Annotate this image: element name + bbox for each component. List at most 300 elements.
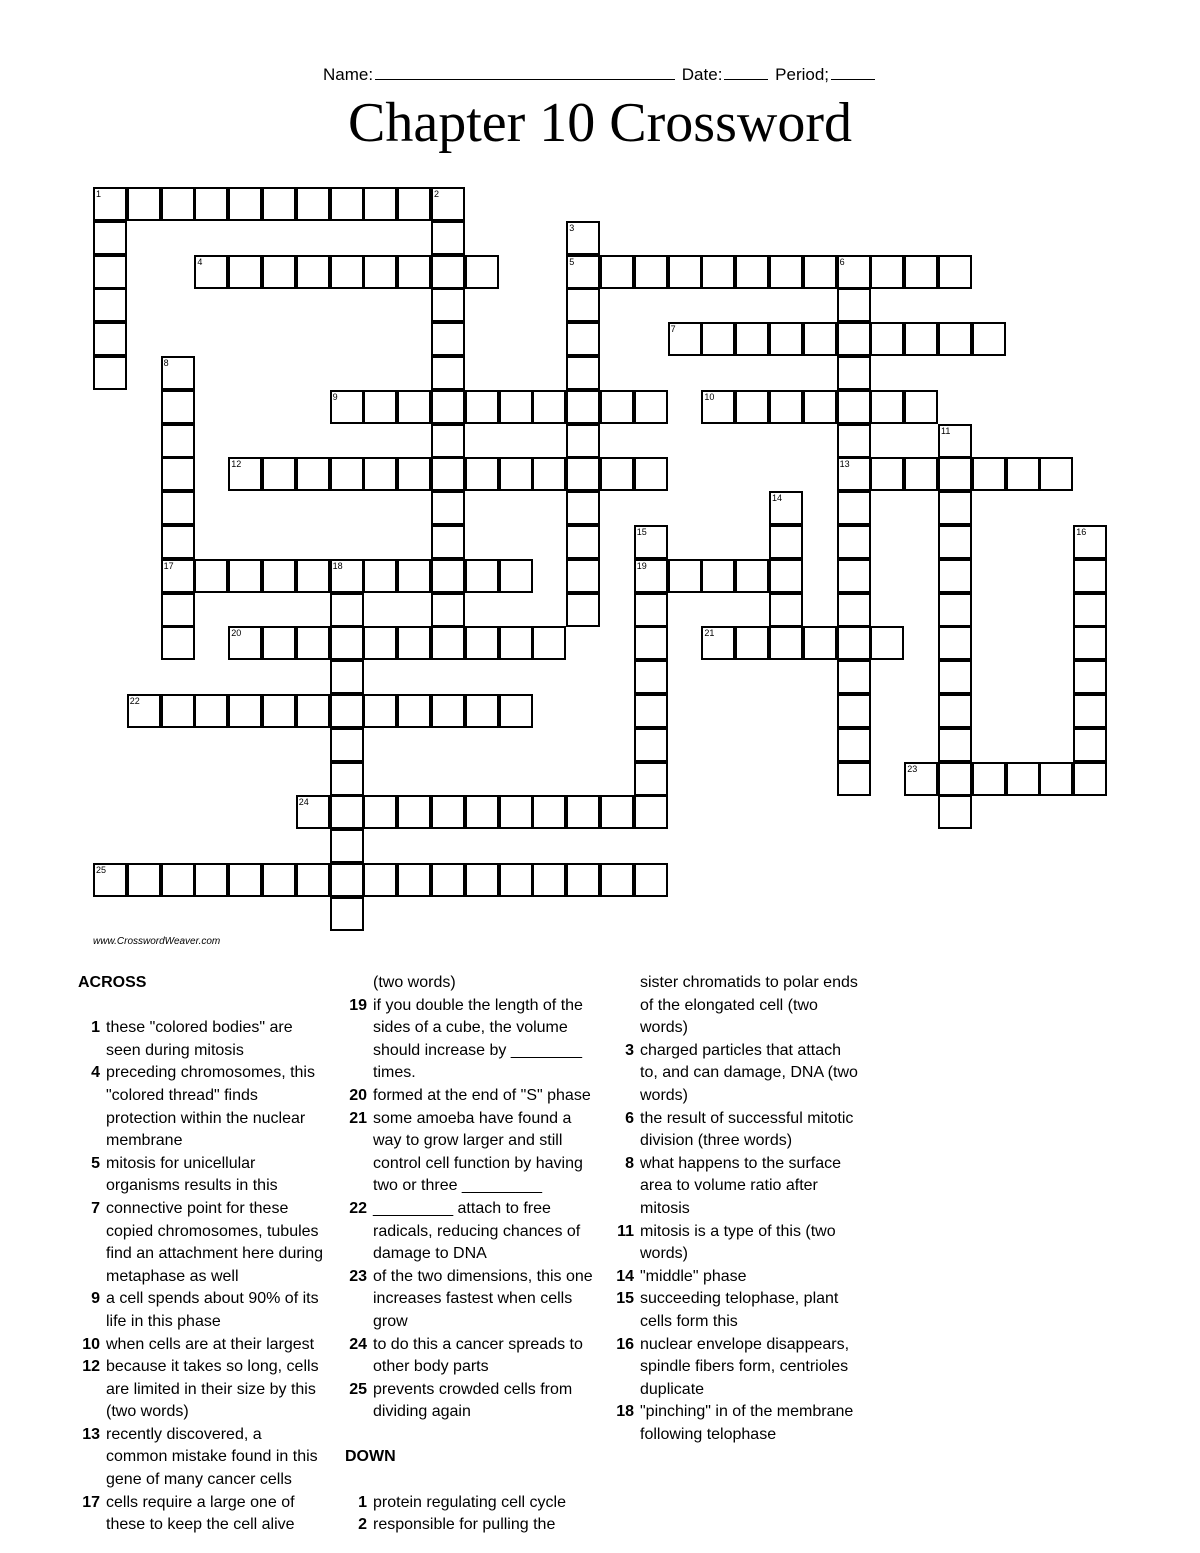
clue-text: recently discovered, a common mistake found in this gene of many cancer cells bbox=[106, 1425, 318, 1489]
clue-number: 7 bbox=[91, 1199, 100, 1217]
grid-cell[interactable] bbox=[566, 863, 600, 897]
grid-cell[interactable] bbox=[262, 187, 296, 221]
across-clue bbox=[78, 1017, 326, 1062]
grid-cell[interactable] bbox=[465, 626, 499, 660]
clue-number: 1 bbox=[358, 1493, 367, 1511]
grid-cell[interactable] bbox=[668, 559, 702, 593]
grid-cell[interactable] bbox=[228, 863, 262, 897]
clue-text: cells require a large one of these to keep the cell alive bbox=[106, 1493, 295, 1534]
grid-cell[interactable] bbox=[566, 390, 600, 424]
grid-cell[interactable] bbox=[938, 795, 972, 829]
grid-cell[interactable] bbox=[634, 694, 668, 728]
across-clue-continued bbox=[345, 972, 593, 995]
cell-number: 2 bbox=[434, 189, 440, 199]
grid-cell[interactable] bbox=[397, 795, 431, 829]
down-clue bbox=[612, 1108, 860, 1153]
grid-cell[interactable] bbox=[330, 829, 364, 863]
grid-cell[interactable] bbox=[363, 795, 397, 829]
grid-cell[interactable] bbox=[363, 255, 397, 289]
grid-cell[interactable] bbox=[228, 187, 262, 221]
clue-text: of the two dimensions, this one increases fastest when cells grow bbox=[373, 1267, 593, 1330]
cell-number: 16 bbox=[1076, 527, 1087, 537]
grid-cell[interactable] bbox=[330, 626, 364, 660]
grid-cell[interactable] bbox=[397, 626, 431, 660]
clue-number: 4 bbox=[91, 1064, 100, 1082]
grid-cell[interactable] bbox=[465, 559, 499, 593]
grid-cell[interactable] bbox=[1073, 694, 1107, 728]
grid-cell[interactable] bbox=[262, 457, 296, 491]
grid-cell[interactable] bbox=[127, 863, 161, 897]
down-clue bbox=[612, 1288, 860, 1333]
grid-cell[interactable] bbox=[161, 593, 195, 627]
cell-number: 11 bbox=[941, 425, 951, 436]
grid-cell[interactable] bbox=[938, 457, 972, 491]
grid-cell[interactable] bbox=[600, 390, 634, 424]
grid-cell[interactable] bbox=[465, 795, 499, 829]
grid-cell[interactable] bbox=[465, 694, 499, 728]
grid-cell[interactable] bbox=[431, 255, 465, 289]
grid-cell[interactable] bbox=[1073, 762, 1107, 796]
across-clue bbox=[345, 1108, 593, 1198]
grid-cell[interactable] bbox=[566, 593, 600, 627]
grid-cell[interactable] bbox=[532, 795, 566, 829]
cell-number: 7 bbox=[670, 324, 676, 335]
clue-text: _________ attach to free radicals, reducing chances of damage to DNA bbox=[373, 1199, 581, 1263]
grid-cell[interactable] bbox=[431, 356, 465, 390]
cell-number: 15 bbox=[636, 527, 647, 537]
cell-number: 5 bbox=[569, 256, 575, 267]
grid-cell[interactable] bbox=[634, 795, 668, 829]
grid-cell[interactable] bbox=[363, 457, 397, 491]
across-clue bbox=[345, 1379, 593, 1424]
clue-number: 8 bbox=[625, 1154, 634, 1172]
grid-cell[interactable] bbox=[465, 390, 499, 424]
grid-cell[interactable] bbox=[634, 660, 668, 694]
grid-cell[interactable] bbox=[330, 694, 364, 728]
grid-cell[interactable] bbox=[262, 559, 296, 593]
grid-cell[interactable] bbox=[262, 626, 296, 660]
grid-cell[interactable] bbox=[431, 457, 465, 491]
across-clue bbox=[78, 1288, 326, 1333]
clue-text: nuclear envelope disappears, spindle fibers form, centrioles duplicate bbox=[640, 1335, 850, 1398]
grid-cell[interactable] bbox=[634, 390, 668, 424]
grid-cell[interactable] bbox=[668, 255, 702, 289]
grid-cell[interactable] bbox=[972, 322, 1006, 356]
grid-cell[interactable] bbox=[330, 187, 364, 221]
grid-cell[interactable] bbox=[397, 694, 431, 728]
cell-number: 21 bbox=[704, 628, 715, 639]
grid-cell[interactable] bbox=[735, 390, 769, 424]
grid-cell[interactable] bbox=[837, 559, 871, 593]
grid-cell[interactable] bbox=[262, 863, 296, 897]
grid-cell[interactable] bbox=[296, 694, 330, 728]
grid-cell[interactable] bbox=[161, 863, 195, 897]
grid-cell[interactable] bbox=[93, 288, 127, 322]
grid-cell[interactable] bbox=[566, 356, 600, 390]
grid-cell[interactable] bbox=[938, 694, 972, 728]
clue-text: a cell spends about 90% of its life in this phase bbox=[106, 1290, 319, 1330]
clue-column bbox=[612, 972, 860, 1446]
clue-number: 2 bbox=[358, 1516, 367, 1534]
grid-cell[interactable] bbox=[127, 187, 161, 221]
grid-cell[interactable] bbox=[938, 762, 972, 796]
grid-cell[interactable] bbox=[1073, 626, 1107, 660]
grid-cell[interactable] bbox=[532, 626, 566, 660]
cell-number: 23 bbox=[907, 763, 918, 774]
grid-cell[interactable] bbox=[837, 288, 871, 322]
grid-cell[interactable] bbox=[634, 762, 668, 796]
grid-cell[interactable] bbox=[499, 795, 533, 829]
grid-cell[interactable] bbox=[161, 390, 195, 424]
grid-cell[interactable] bbox=[769, 322, 803, 356]
grid-cell[interactable] bbox=[296, 457, 330, 491]
clue-text: formed at the end of "S" phase bbox=[373, 1086, 591, 1104]
grid-cell[interactable] bbox=[161, 187, 195, 221]
grid-cell[interactable] bbox=[330, 897, 364, 931]
grid-cell[interactable] bbox=[499, 390, 533, 424]
grid-cell[interactable] bbox=[600, 863, 634, 897]
down-clue bbox=[612, 1334, 860, 1402]
grid-cell[interactable] bbox=[566, 525, 600, 559]
grid-cell[interactable] bbox=[431, 424, 465, 458]
grid-cell[interactable] bbox=[600, 255, 634, 289]
clue-text: mitosis for unicellular organisms results in this bbox=[106, 1154, 278, 1195]
cell-number: 13 bbox=[839, 459, 850, 470]
clue-text: the result of successful mitotic division (three words) bbox=[640, 1109, 854, 1150]
grid-cell[interactable] bbox=[499, 457, 533, 491]
grid-cell[interactable] bbox=[1006, 457, 1040, 491]
grid-cell[interactable] bbox=[532, 457, 566, 491]
grid-cell[interactable] bbox=[1039, 457, 1073, 491]
grid-cell[interactable] bbox=[161, 491, 195, 525]
grid-cell[interactable] bbox=[837, 322, 871, 356]
grid-cell[interactable] bbox=[431, 626, 465, 660]
grid-cell[interactable] bbox=[701, 255, 735, 289]
clue-number: 25 bbox=[349, 1380, 367, 1398]
cell-number: 22 bbox=[129, 696, 140, 706]
grid-cell[interactable] bbox=[330, 863, 364, 897]
grid-cell[interactable] bbox=[431, 390, 465, 424]
grid-cell[interactable] bbox=[194, 559, 228, 593]
cell-number: 10 bbox=[704, 391, 715, 402]
grid-cell[interactable] bbox=[735, 559, 769, 593]
grid-cell[interactable] bbox=[972, 762, 1006, 796]
grid-cell[interactable] bbox=[769, 593, 803, 627]
grid-cell[interactable] bbox=[161, 525, 195, 559]
grid-cell[interactable] bbox=[397, 187, 431, 221]
grid-cell[interactable] bbox=[296, 863, 330, 897]
clue-number: 6 bbox=[625, 1109, 634, 1127]
cell-number: 17 bbox=[163, 560, 174, 571]
grid-cell[interactable] bbox=[904, 457, 938, 491]
grid-cell[interactable] bbox=[93, 356, 127, 390]
clue-text: because it takes so long, cells are limited in their size by this (two words) bbox=[106, 1358, 319, 1421]
grid-cell[interactable] bbox=[837, 390, 871, 424]
clue-number: 15 bbox=[616, 1290, 634, 1308]
across-heading: ACROSS bbox=[78, 974, 147, 991]
cell-number: 24 bbox=[298, 797, 309, 808]
grid-cell[interactable] bbox=[397, 255, 431, 289]
grid-cell[interactable] bbox=[194, 863, 228, 897]
grid-cell[interactable] bbox=[431, 795, 465, 829]
clue-text: some amoeba have found a way to grow larger and still control cell function by having two or three _________ bbox=[373, 1109, 583, 1195]
grid-cell[interactable] bbox=[938, 728, 972, 762]
clue-text: if you double the length of the sides of a cube, the volume should increase by ________ times. bbox=[373, 996, 583, 1082]
grid-cell[interactable] bbox=[803, 626, 837, 660]
grid-cell[interactable] bbox=[803, 390, 837, 424]
grid-cell[interactable] bbox=[262, 694, 296, 728]
grid-cell[interactable] bbox=[431, 593, 465, 627]
clue-number: 17 bbox=[82, 1493, 100, 1511]
grid-cell[interactable] bbox=[363, 694, 397, 728]
down-clue bbox=[612, 1266, 860, 1289]
grid-cell[interactable] bbox=[566, 288, 600, 322]
cell-number: 3 bbox=[569, 222, 575, 233]
grid-cell[interactable] bbox=[938, 559, 972, 593]
clue-text: connective point for these copied chromosomes, tubules find an attachment here during metaphase as well bbox=[106, 1199, 324, 1285]
across-clue bbox=[345, 1266, 593, 1334]
grid-cell[interactable] bbox=[837, 626, 871, 660]
grid-cell[interactable] bbox=[161, 457, 195, 491]
grid-cell[interactable] bbox=[600, 457, 634, 491]
clue-number: 23 bbox=[349, 1267, 367, 1285]
clue-number: 20 bbox=[349, 1086, 367, 1104]
clue-text: succeeding telophase, plant cells form this bbox=[640, 1290, 839, 1330]
across-clue bbox=[78, 1153, 326, 1198]
down-clue bbox=[345, 1514, 593, 1537]
across-clue bbox=[345, 1198, 593, 1266]
grid-cell[interactable] bbox=[870, 322, 904, 356]
grid-cell[interactable] bbox=[634, 626, 668, 660]
grid-cell[interactable] bbox=[803, 255, 837, 289]
grid-cell[interactable] bbox=[566, 322, 600, 356]
grid-cell[interactable] bbox=[769, 559, 803, 593]
grid-cell[interactable] bbox=[161, 626, 195, 660]
grid-cell[interactable] bbox=[93, 221, 127, 255]
grid-cell[interactable] bbox=[431, 491, 465, 525]
cell-number: 6 bbox=[839, 256, 845, 267]
down-clue bbox=[612, 1040, 860, 1108]
grid-cell[interactable] bbox=[634, 255, 668, 289]
grid-cell[interactable] bbox=[228, 559, 262, 593]
clue-number: 11 bbox=[617, 1222, 634, 1240]
grid-cell[interactable] bbox=[837, 424, 871, 458]
cell-number: 4 bbox=[197, 256, 203, 267]
grid-cell[interactable] bbox=[634, 863, 668, 897]
down-clue bbox=[612, 1221, 860, 1266]
grid-cell[interactable] bbox=[870, 626, 904, 660]
grid-cell[interactable] bbox=[566, 457, 600, 491]
clue-text-continued: sister chromatids to polar ends of the elongated cell (two words) bbox=[640, 974, 858, 1037]
grid-cell[interactable] bbox=[938, 322, 972, 356]
grid-cell[interactable] bbox=[634, 728, 668, 762]
grid-cell[interactable] bbox=[735, 626, 769, 660]
grid-cell[interactable] bbox=[296, 559, 330, 593]
clue-text: what happens to the surface area to volume ratio after mitosis bbox=[640, 1154, 842, 1217]
grid-cell[interactable] bbox=[465, 457, 499, 491]
across-clue bbox=[78, 1492, 326, 1537]
grid-cell[interactable] bbox=[1039, 762, 1073, 796]
grid-cell[interactable] bbox=[566, 795, 600, 829]
clue-number: 10 bbox=[82, 1335, 100, 1353]
grid-cell[interactable] bbox=[938, 491, 972, 525]
clue-text: preceding chromosomes, this "colored thread" finds protection within the nuclear membrane bbox=[106, 1064, 315, 1150]
grid-cell[interactable] bbox=[431, 525, 465, 559]
clue-text: these "colored bodies" are seen during mitosis bbox=[106, 1019, 293, 1059]
grid-cell[interactable] bbox=[532, 390, 566, 424]
grid-cell[interactable] bbox=[296, 187, 330, 221]
grid-cell[interactable] bbox=[93, 255, 127, 289]
grid-cell[interactable] bbox=[499, 694, 533, 728]
grid-cell[interactable] bbox=[904, 255, 938, 289]
clue-text: responsible for pulling the bbox=[373, 1516, 556, 1534]
grid-cell[interactable] bbox=[330, 457, 364, 491]
grid-cell[interactable] bbox=[499, 559, 533, 593]
clue-number: 22 bbox=[349, 1199, 367, 1217]
grid-cell[interactable] bbox=[803, 322, 837, 356]
grid-cell[interactable] bbox=[870, 457, 904, 491]
grid-cell[interactable] bbox=[735, 322, 769, 356]
across-clue bbox=[345, 1085, 593, 1108]
grid-cell[interactable] bbox=[397, 559, 431, 593]
grid-cell[interactable] bbox=[431, 221, 465, 255]
grid-cell[interactable] bbox=[262, 255, 296, 289]
credit-text: www.CrosswordWeaver.com bbox=[93, 936, 221, 947]
grid-cell[interactable] bbox=[1073, 593, 1107, 627]
grid-cell[interactable] bbox=[837, 660, 871, 694]
grid-cell[interactable] bbox=[330, 795, 364, 829]
cell-number: 14 bbox=[772, 493, 783, 504]
clue-number: 12 bbox=[82, 1358, 100, 1376]
clue-number-spacer bbox=[612, 972, 634, 1040]
grid-cell[interactable] bbox=[1006, 762, 1040, 796]
grid-cell[interactable] bbox=[566, 491, 600, 525]
grid-cell[interactable] bbox=[431, 322, 465, 356]
grid-cell[interactable] bbox=[161, 694, 195, 728]
clue-number: 19 bbox=[349, 996, 367, 1014]
across-clue bbox=[78, 1424, 326, 1492]
grid-cell[interactable] bbox=[769, 255, 803, 289]
grid-cell[interactable] bbox=[769, 525, 803, 559]
grid-cell[interactable] bbox=[600, 795, 634, 829]
clue-number: 1 bbox=[91, 1019, 100, 1037]
grid-cell[interactable] bbox=[363, 187, 397, 221]
grid-cell[interactable] bbox=[938, 660, 972, 694]
grid-cell[interactable] bbox=[837, 491, 871, 525]
grid-cell[interactable] bbox=[330, 762, 364, 796]
grid-cell[interactable] bbox=[93, 322, 127, 356]
clue-text-continued: (two words) bbox=[373, 974, 456, 991]
cell-number: 8 bbox=[163, 358, 169, 368]
across-clue bbox=[78, 1062, 326, 1152]
grid-cell[interactable] bbox=[837, 728, 871, 762]
grid-cell[interactable] bbox=[769, 626, 803, 660]
grid-cell[interactable] bbox=[431, 559, 465, 593]
grid-cell[interactable] bbox=[431, 288, 465, 322]
grid-cell[interactable] bbox=[465, 255, 499, 289]
grid-cell[interactable] bbox=[938, 626, 972, 660]
grid-cell[interactable] bbox=[228, 694, 262, 728]
grid-cell[interactable] bbox=[363, 626, 397, 660]
across-clue bbox=[78, 1356, 326, 1424]
grid-cell[interactable] bbox=[870, 255, 904, 289]
cell-number: 20 bbox=[231, 628, 242, 639]
grid-cell[interactable] bbox=[330, 728, 364, 762]
grid-cell[interactable] bbox=[1073, 559, 1107, 593]
grid-cell[interactable] bbox=[363, 390, 397, 424]
grid-cell[interactable] bbox=[701, 559, 735, 593]
grid-cell[interactable] bbox=[499, 626, 533, 660]
grid-cell[interactable] bbox=[634, 457, 668, 491]
grid-cell[interactable] bbox=[397, 390, 431, 424]
grid-cell[interactable] bbox=[330, 255, 364, 289]
grid-cell[interactable] bbox=[397, 863, 431, 897]
grid-cell[interactable] bbox=[904, 322, 938, 356]
grid-cell[interactable] bbox=[330, 660, 364, 694]
grid-cell[interactable] bbox=[228, 255, 262, 289]
across-clue bbox=[78, 1334, 326, 1357]
grid-cell[interactable] bbox=[769, 390, 803, 424]
grid-cell[interactable] bbox=[870, 390, 904, 424]
clue-text: prevents crowded cells from dividing again bbox=[373, 1380, 573, 1421]
grid-cell[interactable] bbox=[296, 626, 330, 660]
clue-column bbox=[345, 972, 593, 1537]
clue-text: to do this a cancer spreads to other body parts bbox=[373, 1335, 583, 1376]
clue-number-spacer bbox=[345, 972, 367, 995]
grid-cell[interactable] bbox=[431, 863, 465, 897]
clue-text: mitosis is a type of this (two words) bbox=[640, 1222, 836, 1263]
grid-cell[interactable] bbox=[972, 457, 1006, 491]
cell-number: 25 bbox=[96, 865, 107, 875]
grid-cell[interactable] bbox=[938, 255, 972, 289]
grid-cell[interactable] bbox=[465, 863, 499, 897]
grid-cell[interactable] bbox=[938, 593, 972, 627]
grid-cell[interactable] bbox=[566, 424, 600, 458]
grid-cell[interactable] bbox=[363, 863, 397, 897]
clue-number: 9 bbox=[91, 1290, 100, 1308]
grid-cell[interactable] bbox=[634, 593, 668, 627]
clue-text: protein regulating cell cycle bbox=[373, 1493, 566, 1511]
grid-cell[interactable] bbox=[837, 525, 871, 559]
grid-cell[interactable] bbox=[837, 593, 871, 627]
grid-cell[interactable] bbox=[566, 559, 600, 593]
grid-cell[interactable] bbox=[499, 863, 533, 897]
grid-cell[interactable] bbox=[837, 762, 871, 796]
grid-cell[interactable] bbox=[701, 322, 735, 356]
grid-cell[interactable] bbox=[837, 356, 871, 390]
grid-cell[interactable] bbox=[837, 694, 871, 728]
across-clue bbox=[345, 995, 593, 1085]
grid-cell[interactable] bbox=[904, 390, 938, 424]
grid-cell[interactable] bbox=[296, 255, 330, 289]
clue-column bbox=[78, 972, 326, 1537]
grid-cell[interactable] bbox=[735, 255, 769, 289]
grid-cell[interactable] bbox=[938, 525, 972, 559]
grid-cell[interactable] bbox=[161, 424, 195, 458]
grid-cell[interactable] bbox=[330, 593, 364, 627]
grid-cell[interactable] bbox=[1073, 660, 1107, 694]
grid-cell[interactable] bbox=[1073, 728, 1107, 762]
cell-number: 12 bbox=[231, 459, 242, 470]
grid-cell[interactable] bbox=[194, 694, 228, 728]
grid-cell[interactable] bbox=[431, 694, 465, 728]
grid-cell[interactable] bbox=[397, 457, 431, 491]
across-clue bbox=[345, 1334, 593, 1379]
grid-cell[interactable] bbox=[363, 559, 397, 593]
clue-number: 13 bbox=[82, 1425, 100, 1443]
grid-cell[interactable] bbox=[194, 187, 228, 221]
grid-cell[interactable] bbox=[532, 863, 566, 897]
